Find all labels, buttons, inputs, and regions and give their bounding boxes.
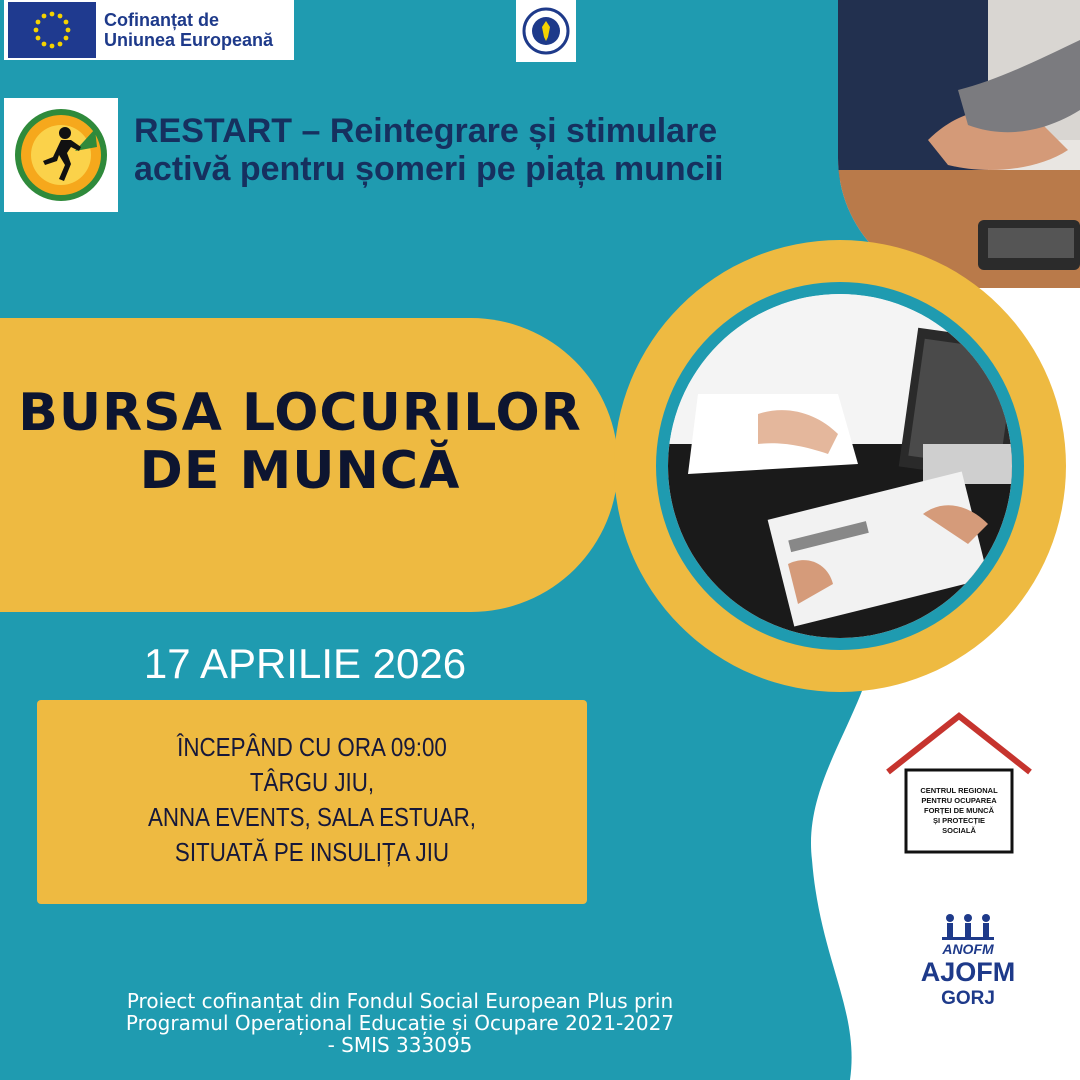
crpm-text-line4: ȘI PROTECȚIE: [932, 816, 986, 825]
event-title: [0, 384, 600, 500]
crpm-text-line2: PENTRU OCUPAREA: [921, 796, 997, 805]
event-details-box: [37, 700, 587, 904]
crpm-text-line1: CENTRUL REGIONAL: [920, 786, 998, 795]
crpm-text-line5: SOCIALĂ: [942, 826, 976, 835]
footer-line3: - SMIS 333095: [327, 1033, 473, 1057]
project-title-line1: RESTART – Reintegrare și stimulare: [134, 112, 718, 150]
government-romania-logo: [516, 0, 576, 62]
event-date: 17 APRILIE 2026: [143, 640, 467, 687]
project-title: [134, 112, 824, 188]
ajofm-gorj-logo: [908, 912, 1028, 1032]
eu-logo-text-line1: Cofinanțat de: [104, 10, 219, 30]
footer-line1: Proiect cofinanțat din Fondul Social European Plus prin: [126, 989, 674, 1013]
event-detail-city: TÂRGU JIU,: [249, 767, 375, 797]
anofm-label: ANOFM: [942, 941, 994, 957]
event-detail-time: ÎNCEPÂND CU ORA 09:00: [177, 732, 447, 762]
footer-cofinancing-text: [40, 990, 760, 1056]
runner-icon: [13, 107, 109, 203]
anofm-people-icon: [938, 912, 998, 942]
eu-flag-icon: [8, 2, 96, 58]
project-title-line2: activă pentru șomeri pe piața muncii: [134, 150, 724, 188]
crpm-logo: [884, 710, 1034, 860]
eu-cofinancing-logo: [4, 0, 294, 60]
gorj-label: GORJ: [941, 988, 995, 1009]
ajofm-label: AJOFM: [920, 957, 1016, 987]
gov-seal-icon: [522, 7, 570, 55]
footer-line2: Programul Operațional Educație și Ocupare 2021-2027: [125, 1011, 675, 1035]
event-title-line1: BURSA LOCURILOR: [18, 383, 582, 443]
event-title-line2: DE MUNCĂ: [139, 441, 461, 501]
event-detail-venue: ANNA EVENTS, SALA ESTUAR,: [147, 802, 477, 832]
interview-photo: [668, 294, 1012, 638]
event-detail-location: SITUATĂ PE INSULIȚA JIU: [174, 837, 450, 867]
crpm-text-line3: FORȚEI DE MUNCĂ: [924, 806, 994, 815]
restart-runner-logo: [4, 98, 118, 212]
eu-logo-text-line2: Uniunea Europeană: [104, 30, 274, 50]
